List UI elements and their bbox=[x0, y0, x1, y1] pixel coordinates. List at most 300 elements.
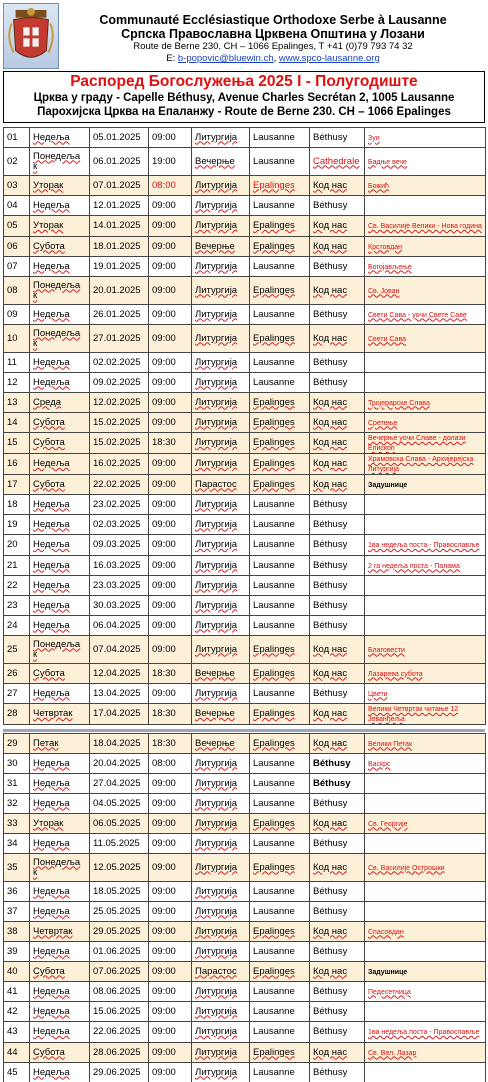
service-time bbox=[149, 128, 192, 148]
service-date bbox=[90, 834, 149, 854]
service-location bbox=[310, 664, 365, 684]
service-location bbox=[310, 794, 365, 814]
service-note bbox=[365, 794, 486, 814]
row-number-text: 45 bbox=[7, 1066, 18, 1078]
service-time-text: 09:00 bbox=[152, 131, 176, 143]
service-note-text: Велики Петак bbox=[368, 740, 413, 748]
service-date-text: 04.05.2025 bbox=[93, 797, 141, 809]
service-type bbox=[192, 704, 250, 725]
row-number bbox=[4, 475, 30, 495]
service-type-text: Литургија bbox=[195, 396, 238, 408]
service-time bbox=[149, 556, 192, 576]
service-place bbox=[250, 277, 310, 305]
service-location bbox=[310, 902, 365, 922]
day-name-text: Недеља bbox=[33, 131, 70, 143]
row-number bbox=[4, 902, 30, 922]
service-time bbox=[149, 854, 192, 882]
service-location bbox=[310, 325, 365, 353]
service-type-text: Литургија bbox=[195, 376, 238, 388]
service-time-text: 18:30 bbox=[152, 737, 176, 749]
table-row bbox=[4, 734, 486, 754]
day-name bbox=[30, 596, 90, 616]
service-note bbox=[365, 942, 486, 962]
table-row bbox=[4, 475, 486, 495]
service-type-text: Литургија bbox=[195, 619, 238, 631]
row-number bbox=[4, 636, 30, 664]
email-link[interactable]: b-popovic@bluewin.ch bbox=[177, 53, 274, 64]
service-time bbox=[149, 237, 192, 257]
service-location bbox=[310, 515, 365, 535]
table-row bbox=[4, 942, 486, 962]
row-number bbox=[4, 305, 30, 325]
service-time bbox=[149, 576, 192, 596]
day-name-text: Понедеља к bbox=[33, 327, 81, 349]
org-contacts bbox=[61, 53, 485, 65]
day-name-text: Четвртак bbox=[33, 925, 73, 937]
service-date-text: 25.05.2025 bbox=[93, 905, 141, 917]
service-type-text: Литургија bbox=[195, 861, 238, 873]
service-location-text: Код нас bbox=[313, 240, 348, 252]
row-number-text: 02 bbox=[7, 155, 18, 167]
service-place-text: Lausanne bbox=[253, 559, 295, 571]
service-note-text: Св. Вел. Лазар bbox=[368, 1049, 417, 1057]
service-time bbox=[149, 257, 192, 277]
service-time bbox=[149, 1022, 192, 1043]
service-date bbox=[90, 433, 149, 454]
service-place-text: Epalinges bbox=[253, 240, 295, 252]
service-type bbox=[192, 413, 250, 433]
service-place bbox=[250, 353, 310, 373]
service-note-text: Васкрс bbox=[368, 760, 391, 768]
table-row bbox=[4, 176, 486, 196]
service-type bbox=[192, 535, 250, 556]
service-note bbox=[365, 1002, 486, 1022]
day-name-text: Недеља bbox=[33, 579, 70, 591]
schedule-table-part-2 bbox=[3, 733, 486, 1082]
row-number-text: 13 bbox=[7, 396, 18, 408]
service-type bbox=[192, 433, 250, 454]
service-note bbox=[365, 636, 486, 664]
service-location bbox=[310, 237, 365, 257]
table-row bbox=[4, 515, 486, 535]
service-location-text: Béthusy bbox=[313, 837, 348, 849]
service-location bbox=[310, 774, 365, 794]
service-note bbox=[365, 596, 486, 616]
row-number bbox=[4, 196, 30, 216]
row-number-text: 38 bbox=[7, 925, 18, 937]
day-name bbox=[30, 277, 90, 305]
service-place-text: Lausanne bbox=[253, 376, 295, 388]
day-name bbox=[30, 982, 90, 1002]
service-note bbox=[365, 257, 486, 277]
service-time-text: 09:00 bbox=[152, 559, 176, 571]
service-type bbox=[192, 922, 250, 942]
service-place bbox=[250, 176, 310, 196]
service-note bbox=[365, 556, 486, 576]
service-place bbox=[250, 576, 310, 596]
service-type-text: Вечерње bbox=[195, 667, 235, 679]
service-location-text: Код нас bbox=[313, 667, 348, 679]
service-place-text: Lausanne bbox=[253, 260, 295, 272]
service-place-text: Epalinges bbox=[253, 179, 295, 191]
row-number bbox=[4, 454, 30, 475]
service-time bbox=[149, 305, 192, 325]
service-type-text: Литургија bbox=[195, 518, 238, 530]
row-number bbox=[4, 734, 30, 754]
service-time-text: 08:00 bbox=[152, 757, 176, 769]
service-time bbox=[149, 636, 192, 664]
day-name-text: Среда bbox=[33, 396, 62, 408]
service-date-text: 18.05.2025 bbox=[93, 885, 141, 897]
service-date bbox=[90, 1002, 149, 1022]
service-type bbox=[192, 882, 250, 902]
service-place bbox=[250, 902, 310, 922]
service-date-text: 15.02.2025 bbox=[93, 416, 141, 428]
service-location-text: Béthusy bbox=[313, 1066, 348, 1078]
service-place-text: Lausanne bbox=[253, 308, 295, 320]
service-note-text: Св. Василије Острошки bbox=[368, 864, 445, 872]
day-name bbox=[30, 794, 90, 814]
row-number-text: 30 bbox=[7, 757, 18, 769]
service-time bbox=[149, 1063, 192, 1082]
row-number bbox=[4, 922, 30, 942]
service-note-text: Богојављење bbox=[368, 263, 412, 271]
service-type-text: Литургија bbox=[195, 332, 238, 344]
row-number-text: 23 bbox=[7, 599, 18, 611]
service-time-text: 09:00 bbox=[152, 284, 176, 296]
service-type bbox=[192, 475, 250, 495]
service-date bbox=[90, 257, 149, 277]
service-type bbox=[192, 814, 250, 834]
row-number bbox=[4, 962, 30, 982]
service-time-text: 09:00 bbox=[152, 240, 176, 252]
service-date bbox=[90, 814, 149, 834]
service-place-text: Lausanne bbox=[253, 687, 295, 699]
day-name bbox=[30, 475, 90, 495]
service-date bbox=[90, 1063, 149, 1082]
table-row bbox=[4, 495, 486, 515]
service-place bbox=[250, 882, 310, 902]
service-place-text: Epalinges bbox=[253, 220, 295, 231]
service-place bbox=[250, 1043, 310, 1063]
service-date-text: 12.05.2025 bbox=[93, 861, 141, 873]
row-number-text: 07 bbox=[7, 260, 18, 272]
service-location bbox=[310, 535, 365, 556]
day-name-text: Субота bbox=[33, 240, 65, 252]
service-place bbox=[250, 556, 310, 576]
service-location bbox=[310, 148, 365, 176]
service-location bbox=[310, 495, 365, 515]
service-time bbox=[149, 774, 192, 794]
day-name-text: Недеља bbox=[33, 539, 70, 550]
row-number bbox=[4, 834, 30, 854]
service-place-text: Lausanne bbox=[253, 885, 295, 897]
service-date-text: 28.06.2025 bbox=[93, 1046, 141, 1058]
service-time-text: 09:00 bbox=[152, 905, 176, 917]
service-date-text: 16.02.2025 bbox=[93, 458, 141, 469]
parish-church-address: Парохијска Црква на Епаланжу - Route de Berne 230. CH – 1066 Epalinges bbox=[37, 106, 451, 118]
service-place bbox=[250, 684, 310, 704]
service-type bbox=[192, 393, 250, 413]
service-date bbox=[90, 734, 149, 754]
service-type-text: Литургија bbox=[195, 1005, 238, 1017]
service-location-text: Код нас bbox=[313, 861, 348, 873]
row-number bbox=[4, 854, 30, 882]
row-number bbox=[4, 176, 30, 196]
service-type-text: Литургија bbox=[195, 179, 238, 191]
service-date bbox=[90, 277, 149, 305]
service-type bbox=[192, 684, 250, 704]
table-row bbox=[4, 556, 486, 576]
service-location bbox=[310, 882, 365, 902]
day-name bbox=[30, 754, 90, 774]
service-time bbox=[149, 922, 192, 942]
service-note bbox=[365, 373, 486, 393]
day-name bbox=[30, 942, 90, 962]
row-number-text: 12 bbox=[7, 376, 18, 388]
service-location-text: Код нас bbox=[313, 458, 348, 469]
service-note-text: Спасовдан bbox=[368, 928, 404, 936]
service-time bbox=[149, 393, 192, 413]
day-name-text: Недеља bbox=[33, 757, 70, 769]
row-number-text: 27 bbox=[7, 687, 18, 699]
day-name bbox=[30, 684, 90, 704]
row-number-text: 29 bbox=[7, 737, 18, 749]
service-time-text: 09:00 bbox=[152, 1026, 176, 1037]
document-header bbox=[3, 3, 485, 71]
service-type-text: Литургија bbox=[195, 643, 238, 655]
service-place-text: Lausanne bbox=[253, 539, 295, 550]
table-row bbox=[4, 237, 486, 257]
row-number bbox=[4, 774, 30, 794]
service-note bbox=[365, 454, 486, 475]
service-time bbox=[149, 277, 192, 305]
row-number bbox=[4, 814, 30, 834]
service-place-text: Lausanne bbox=[253, 579, 295, 591]
serbian-orthodox-coat-of-arms-icon bbox=[3, 3, 59, 69]
service-note bbox=[365, 196, 486, 216]
service-time-text: 09:00 bbox=[152, 1066, 176, 1078]
service-note bbox=[365, 325, 486, 353]
day-name-text: Субота bbox=[33, 667, 65, 679]
service-date-text: 06.05.2025 bbox=[93, 817, 141, 829]
service-note-text: Велики Четвртак читање 12 Јеванђеља bbox=[368, 706, 459, 723]
service-date bbox=[90, 475, 149, 495]
service-time bbox=[149, 734, 192, 754]
service-note bbox=[365, 495, 486, 515]
service-time bbox=[149, 413, 192, 433]
day-name-text: Недеља bbox=[33, 885, 70, 897]
service-place-text: Lausanne bbox=[253, 599, 295, 611]
service-place-text: Lausanne bbox=[253, 777, 295, 789]
service-location bbox=[310, 277, 365, 305]
service-note-text: Крстовдан bbox=[368, 243, 402, 251]
service-time bbox=[149, 433, 192, 454]
service-location bbox=[310, 353, 365, 373]
service-note bbox=[365, 774, 486, 794]
row-number bbox=[4, 277, 30, 305]
service-location-text: Béthusy bbox=[313, 579, 348, 591]
day-name-text: Недеља bbox=[33, 559, 70, 571]
row-number bbox=[4, 495, 30, 515]
service-place bbox=[250, 305, 310, 325]
service-place bbox=[250, 982, 310, 1002]
service-date-text: 06.01.2025 bbox=[93, 155, 141, 167]
row-number-text: 42 bbox=[7, 1005, 18, 1017]
service-place-text: Epalinges bbox=[253, 416, 295, 428]
service-type-text: Литургија bbox=[195, 837, 238, 849]
service-note bbox=[365, 128, 486, 148]
service-type-text: Литургија bbox=[195, 1046, 238, 1058]
service-place-text: Lausanne bbox=[253, 797, 295, 809]
service-location bbox=[310, 982, 365, 1002]
service-type bbox=[192, 1022, 250, 1043]
service-location-text: Béthusy bbox=[313, 1026, 348, 1037]
table-row bbox=[4, 684, 486, 704]
day-name-text: Понедеља к bbox=[33, 279, 81, 301]
day-name bbox=[30, 353, 90, 373]
service-note bbox=[365, 176, 486, 196]
service-date bbox=[90, 616, 149, 636]
church-city-address: Црква у граду - Capelle Béthusy, Avenue Charles Secrétan 2, 1005 Lausanne bbox=[33, 92, 455, 104]
schedule-title: Распоред Богослужења 2025 I - Полугодиште bbox=[70, 73, 418, 90]
service-location-text: Код нас bbox=[313, 437, 348, 448]
row-number-text: 22 bbox=[7, 579, 18, 591]
service-date-text: 18.01.2025 bbox=[93, 240, 141, 252]
service-date bbox=[90, 754, 149, 774]
service-date bbox=[90, 325, 149, 353]
service-date-text: 20.04.2025 bbox=[93, 757, 141, 769]
service-type bbox=[192, 196, 250, 216]
row-number bbox=[4, 373, 30, 393]
service-time bbox=[149, 664, 192, 684]
service-location bbox=[310, 754, 365, 774]
service-note bbox=[365, 982, 486, 1002]
table-row bbox=[4, 902, 486, 922]
day-name-text: Недеља bbox=[33, 905, 70, 917]
service-place-text: Lausanne bbox=[253, 155, 295, 167]
service-note-text: 1ва недеља поста - Православље bbox=[368, 1029, 480, 1036]
day-name bbox=[30, 616, 90, 636]
table-row bbox=[4, 664, 486, 684]
service-date bbox=[90, 596, 149, 616]
service-time bbox=[149, 814, 192, 834]
day-name-text: Четвртак bbox=[33, 708, 73, 719]
row-number bbox=[4, 535, 30, 556]
service-location bbox=[310, 257, 365, 277]
service-note-text: Задушнице bbox=[368, 481, 408, 489]
service-time bbox=[149, 834, 192, 854]
day-name bbox=[30, 305, 90, 325]
service-date-text: 19.01.2025 bbox=[93, 260, 141, 272]
service-note bbox=[365, 515, 486, 535]
service-place-text: Lausanne bbox=[253, 905, 295, 917]
service-type-text: Литургија bbox=[195, 599, 238, 611]
service-date bbox=[90, 982, 149, 1002]
day-name-text: Субота bbox=[33, 416, 65, 428]
service-date bbox=[90, 962, 149, 982]
service-location bbox=[310, 196, 365, 216]
service-location-text: Béthusy bbox=[313, 199, 348, 211]
service-date bbox=[90, 576, 149, 596]
service-note bbox=[365, 535, 486, 556]
day-name-text: Понедеља к bbox=[33, 638, 81, 660]
service-place-text: Lausanne bbox=[253, 619, 295, 631]
day-name bbox=[30, 834, 90, 854]
day-name bbox=[30, 373, 90, 393]
service-type bbox=[192, 148, 250, 176]
service-date-text: 15.06.2025 bbox=[93, 1005, 141, 1017]
table-row bbox=[4, 1022, 486, 1043]
service-date bbox=[90, 774, 149, 794]
service-type bbox=[192, 794, 250, 814]
service-note bbox=[365, 475, 486, 495]
email-prefix: E: bbox=[166, 53, 178, 64]
service-place-text: Lausanne bbox=[253, 1066, 295, 1078]
service-date-text: 22.06.2025 bbox=[93, 1026, 141, 1037]
service-place bbox=[250, 373, 310, 393]
service-note-text: Свети Сава - уочи Свете Саве bbox=[368, 311, 467, 319]
service-location-text: Béthusy bbox=[313, 985, 348, 997]
service-place bbox=[250, 942, 310, 962]
service-place bbox=[250, 128, 310, 148]
service-note bbox=[365, 277, 486, 305]
service-date bbox=[90, 353, 149, 373]
row-number bbox=[4, 754, 30, 774]
service-time-text: 09:00 bbox=[152, 199, 176, 211]
row-number-text: 37 bbox=[7, 905, 18, 917]
service-type bbox=[192, 515, 250, 535]
service-location bbox=[310, 176, 365, 196]
service-location bbox=[310, 305, 365, 325]
row-number bbox=[4, 942, 30, 962]
row-number-text: 43 bbox=[7, 1026, 18, 1037]
day-name bbox=[30, 454, 90, 475]
table-row bbox=[4, 636, 486, 664]
service-location-text: Béthusy bbox=[313, 797, 348, 809]
day-name-text: Недеља bbox=[33, 777, 70, 789]
service-location-text: Код нас bbox=[313, 925, 348, 937]
day-name-text: Субота bbox=[33, 965, 65, 977]
service-place-text: Epalinges bbox=[253, 667, 295, 679]
service-type bbox=[192, 556, 250, 576]
table-row bbox=[4, 794, 486, 814]
day-name-text: Недеља bbox=[33, 356, 70, 368]
day-name-text: Недеља bbox=[33, 308, 70, 320]
service-location-text: Код нас bbox=[313, 284, 348, 296]
row-number-text: 10 bbox=[7, 332, 18, 344]
day-name bbox=[30, 413, 90, 433]
service-note bbox=[365, 1043, 486, 1063]
service-location-text: Béthusy bbox=[313, 498, 348, 510]
website-link[interactable]: www.spco-lausanne.org bbox=[278, 53, 380, 64]
service-location-text: Béthusy bbox=[313, 619, 348, 631]
service-date-text: 13.04.2025 bbox=[93, 687, 141, 699]
service-date-text: 01.06.2025 bbox=[93, 945, 141, 957]
row-number-text: 25 bbox=[7, 643, 18, 655]
service-type bbox=[192, 257, 250, 277]
row-number-text: 16 bbox=[7, 458, 18, 469]
row-number-text: 11 bbox=[7, 356, 17, 368]
day-name bbox=[30, 216, 90, 237]
service-date-text: 29.06.2025 bbox=[93, 1066, 141, 1078]
service-time-text: 09:00 bbox=[152, 376, 176, 388]
service-note-text: Цвети bbox=[368, 690, 388, 698]
service-type-text: Литургија bbox=[195, 797, 238, 809]
service-place-text: Lausanne bbox=[253, 199, 295, 211]
day-name bbox=[30, 325, 90, 353]
service-time bbox=[149, 794, 192, 814]
